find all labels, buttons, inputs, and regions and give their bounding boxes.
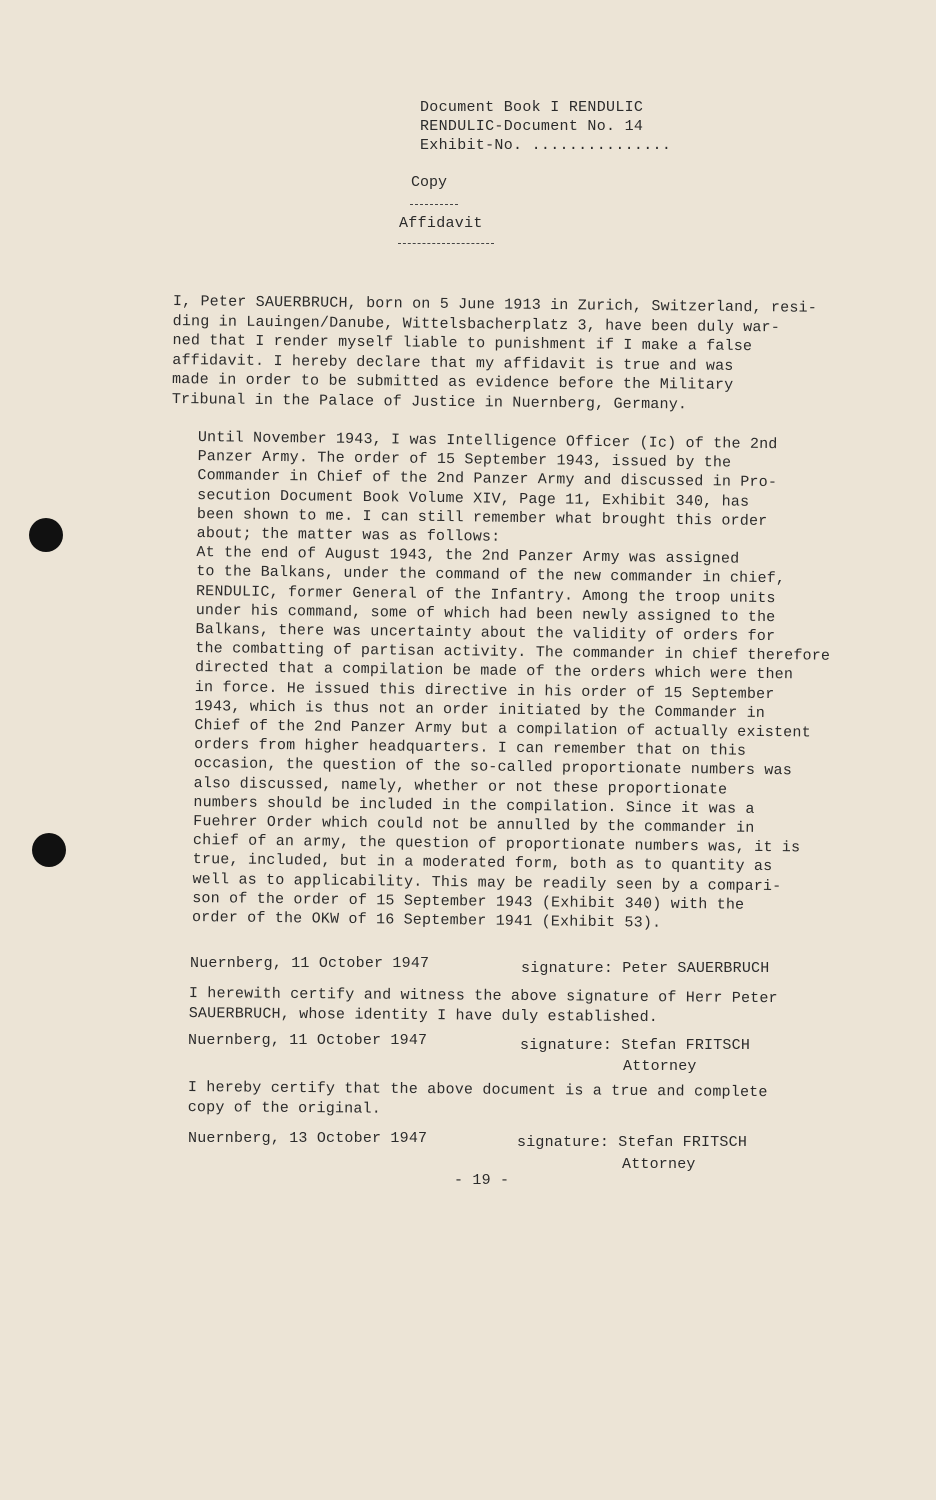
document-header: [420, 98, 671, 155]
text-line: At the end of August 1943, the 2nd Panzer Army was assigned: [196, 544, 740, 568]
signatory-title: Attorney: [623, 1058, 697, 1075]
text-line: made in order to be submitted as evidence before the Military: [171, 370, 734, 394]
signature-place-date: Nuernberg, 13 October 1947: [188, 1130, 428, 1147]
text-line: son of the order of 15 September 1943 (Exhibit 340) with the: [192, 889, 745, 914]
text-line: well as to applicability. This may be readily seen by a compari-: [192, 870, 782, 895]
text-line: true, included, but in a moderated form, both as to quantity as: [192, 851, 773, 876]
text-line: occasion, the question of the so-called proportionate numbers was: [193, 755, 793, 780]
text-line: Until November 1943, I was Intelligence Officer (Ic) of the 2nd: [197, 428, 778, 454]
text-line: directed that a compilation be made of the orders which were then: [194, 659, 794, 684]
body-paragraph: [192, 428, 833, 935]
intro-paragraph: [172, 292, 817, 416]
signature-line: signature: Peter SAUERBRUCH: [521, 960, 770, 977]
divider: [398, 243, 494, 244]
text-line: in force. He issued this directive in his order of 15 September: [194, 678, 775, 703]
text-line: Chief of the 2nd Panzer Army but a compilation of actually existent: [194, 717, 811, 742]
text-line: copy of the original.: [187, 1098, 382, 1118]
text-line: numbers should be included in the compilation. Since it was a: [193, 793, 755, 818]
header-line: RENDULIC-Document No. 14: [420, 118, 644, 135]
text-line: 1943, which is thus not an order initiated by the Commander in: [194, 697, 766, 722]
text-line: order of the OKW of 16 September 1941 (Exhibit 53).: [191, 909, 662, 932]
text-line: ding in Lauingen/Danube, Wittelsbacherplatz 3, have been duly war-: [172, 312, 781, 336]
text-line: SAUERBRUCH, whose identity I have duly established.: [188, 1004, 659, 1026]
text-line: about; the matter was as follows:: [196, 525, 501, 546]
text-line: affidavit. I hereby declare that my affidavit is true and was: [172, 351, 734, 375]
text-line: Panzer Army. The order of 15 September 1943, issued by the: [197, 448, 732, 472]
text-line: under his command, some of which had been newly assigned to the: [195, 601, 776, 626]
text-line: Commander in Chief of the 2nd Panzer Army and discussed in Pro-: [197, 467, 778, 492]
text-line: been shown to me. I can still remember what brought this order: [196, 505, 768, 530]
signature-line: signature: Stefan FRITSCH: [517, 1134, 748, 1151]
witness-paragraph: [189, 984, 778, 1028]
text-line: Tribunal in the Palace of Justice in Nuernberg, Germany.: [171, 390, 688, 413]
text-line: orders from higher headquarters. I can remember that on this: [194, 736, 747, 760]
header-line: Document Book I RENDULIC: [420, 99, 644, 116]
text-line: ned that I render myself liable to punishment if I make a false: [172, 331, 753, 356]
text-line: the combatting of partisan activity. The commander in chief therefore: [195, 640, 831, 665]
certification-paragraph: [188, 1078, 768, 1122]
signature-place-date: Nuernberg, 11 October 1947: [190, 955, 430, 972]
signatory-title: Attorney: [622, 1156, 696, 1173]
text-line: I herewith certify and witness the above signature of Herr Peter: [188, 984, 778, 1008]
punch-hole: [32, 833, 66, 867]
text-line: chief of an army, the question of proportionate numbers was, it is: [192, 832, 801, 857]
page-title: Affidavit: [399, 215, 483, 232]
text-line: to the Balkans, under the command of the new commander in chief,: [196, 563, 786, 588]
text-line: secution Document Book Volume XIV, Page 11, Exhibit 340, has: [197, 486, 750, 511]
header-line: Exhibit-No. ...............: [420, 137, 672, 154]
punch-hole: [29, 518, 63, 552]
signature-place-date: Nuernberg, 11 October 1947: [188, 1032, 428, 1049]
text-line: RENDULIC, former General of the Infantry. Among the troop units: [195, 582, 776, 607]
text-line: I hereby certify that the above document is a true and complete: [187, 1079, 768, 1102]
text-line: I, Peter SAUERBRUCH, born on 5 June 1913 in Zurich, Switzerland, resi-: [172, 292, 818, 317]
page-number: - 19 -: [454, 1172, 510, 1189]
copy-label: Copy: [411, 174, 448, 191]
text-line: also discussed, namely, whether or not these proportionate: [193, 774, 728, 799]
signature-line: signature: Stefan FRITSCH: [520, 1037, 751, 1054]
text-line: Balkans, there was uncertainty about the validity of orders for: [195, 621, 776, 646]
divider: [410, 204, 458, 205]
text-line: Fuehrer Order which could not be annulled by the commander in: [193, 813, 755, 837]
